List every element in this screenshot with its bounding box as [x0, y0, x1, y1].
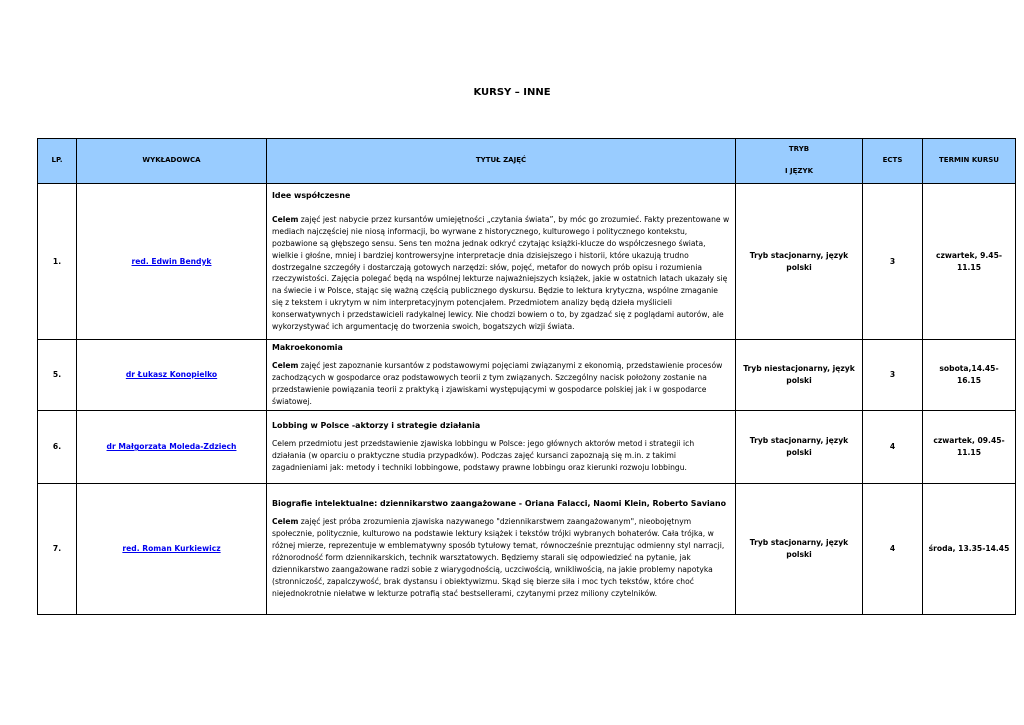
row-ects: 3	[863, 184, 923, 340]
course-lead: Celem	[272, 361, 299, 371]
lecturer-link[interactable]: red. Edwin Bendyk	[131, 256, 212, 266]
course-title: Biografie intelektualne: dziennikarstwo zaangażowane - Oriana Falacci, Naomi Klein, Roberto Saviano	[272, 499, 727, 509]
course-title: Makroekonomia	[272, 343, 343, 353]
course-description: Celem przedmiotu jest przedstawienie zjawiska lobbingu w Polsce: jego głównych aktorów metod i strategii ich działania (w oparciu o praktyczne studia przypadków). Podczas zajęć kursanci zapoznają się m.in. z takimi zagadnieniami jak: metody i techniki lobbingowe, podstawy prawne lobbingu oraz kierunki rozwoju lobbingu.	[272, 439, 695, 472]
courses-table	[37, 138, 1016, 615]
row-term: środa, 13.35-14.45	[923, 484, 1016, 615]
header-lp: LP.	[38, 139, 77, 184]
table-row	[38, 484, 1016, 615]
course-lead: Celem	[272, 214, 299, 224]
lecturer-link[interactable]: red. Roman Kurkiewicz	[122, 544, 221, 554]
row-course	[267, 340, 736, 411]
row-term: czwartek, 9.45-11.15	[923, 184, 1016, 340]
table-row	[38, 184, 1016, 340]
row-lp: 6.	[38, 411, 77, 484]
page-title: KURSY – INNE	[473, 87, 551, 98]
row-course	[267, 484, 736, 615]
header-lecturer: WYKŁADOWCA	[77, 139, 267, 184]
row-course	[267, 184, 736, 340]
row-lecturer	[77, 484, 267, 615]
course-description: zajęć jest nabycie przez kursantów umiejętności „czytania świata”, by móc go zrozumieć. Fakty prezentowane w mediach najczęściej nie niosą informacji, bo wyrwane z historycznego, kulturowego i politycznego kontekstu, pozbawione są głębszego sensu. Sens ten można jednak odkryć czytając książki-klucze do współczesnego świata, wielkie i głośne, mniej i bardziej kontrowersyjne interpretacje dnia dzisiejszego i historii, które ukazują trudno dostrzegalne szczegóły i dostarczają gotowych narzędzi: słów, pojęć, metafor do nowych prób opisu i rozumienia rzeczywistości. Zajęcia polegać będą na wspólnej lekturze najważniejszych książek, jakie w ostatnich latach ukazały się na świecie i w Polsce, stając się ważną częścią publicznego dyskursu. Będzie to lektura krytyczna, wspólne zmaganie się z tekstem i ukrytym w nim interpretacyjnym potencjałem. Przedmiotem analizy będą dzieła myślicieli konserwatywnych i przedstawicieli radykalnej lewicy. Nie chodzi bowiem o to, by zgadzać się z poglądami autorów, ale wykorzystywać ich argumentację do tworzenia swoich, bogatszych wizji świata.	[272, 214, 730, 332]
row-mode: Tryb stacjonarny, język polski	[736, 411, 863, 484]
row-lecturer	[77, 184, 267, 340]
row-lecturer	[77, 411, 267, 484]
row-lecturer	[77, 340, 267, 411]
row-ects: 3	[863, 340, 923, 411]
header-term: TERMIN KURSU	[923, 139, 1016, 184]
course-description: zajęć jest zapoznanie kursantów z podstawowymi pojęciami związanymi z ekonomią, przedstawienie procesów zachodzących w gospodarce oraz podstawowych teorii z tym związanych. Szczególny nacisk położony zostanie na przedstawienie powiązania teorii z praktyką i zjawiskami występującymi w gospodarce polskiej jak i w gospodarce światowej.	[272, 361, 723, 406]
course-lead: Celem	[272, 517, 299, 527]
row-ects: 4	[863, 484, 923, 615]
row-ects: 4	[863, 411, 923, 484]
header-ects: ECTS	[863, 139, 923, 184]
row-lp: 7.	[38, 484, 77, 615]
row-mode: Tryb niestacjonarny, język polski	[736, 340, 863, 411]
row-mode: Tryb stacjonarny, język polski	[736, 484, 863, 615]
table-row	[38, 411, 1016, 484]
row-term: czwartek, 09.45-11.15	[923, 411, 1016, 484]
lecturer-link[interactable]: dr Małgorzata Moleda-Zdziech	[106, 442, 237, 452]
row-lp: 1.	[38, 184, 77, 340]
course-title: Lobbing w Polsce -aktorzy i strategie działania	[272, 421, 481, 431]
row-course	[267, 411, 736, 484]
course-description: zajęć jest próba zrozumienia zjawiska nazywanego "dziennikarstwem zaangażowanym", nieobojętnym społecznie, politycznie, kulturowo na podstawie lektury książek i tekstów trójki wybranych bohaterów. Cała trójka, w różnej mierze, reprezentuje w emblematywny sposób tytułowy temat, równocześnie prezntując odmienny styl narracji, różnorodność form dziennikarskich, technik warsztatowych. Będziemy starali się odpowiedzieć na pytanie, jak dziennikarstwo zaangażowane radzi sobie z wiarygodnością, uczciwością, wnikliwością, na jakie problemy napotyka (stronniczość, zapalczywość, brak dystansu i obiektywizmu. Skąd się bierze siła i moc tych tekstów, które choć niejednokrotnie niełatwe w lekturze potrafią stać bestsellerami, czytanymi przez miliony czytelników.	[272, 517, 725, 598]
header-course-title: TYTUŁ ZAJĘĆ	[267, 139, 736, 184]
header-mode-line2: I JĘZYK	[785, 167, 813, 175]
row-lp: 5.	[38, 340, 77, 411]
table-row	[38, 340, 1016, 411]
row-term: sobota,14.45-16.15	[923, 340, 1016, 411]
header-mode-line1: TRYB	[788, 145, 810, 154]
table-header-row	[38, 139, 1016, 184]
header-mode	[736, 139, 863, 184]
row-mode: Tryb stacjonarny, język polski	[736, 184, 863, 340]
lecturer-link[interactable]: dr Łukasz Konopielko	[125, 370, 218, 380]
course-title: Idee współczesne	[272, 191, 351, 201]
